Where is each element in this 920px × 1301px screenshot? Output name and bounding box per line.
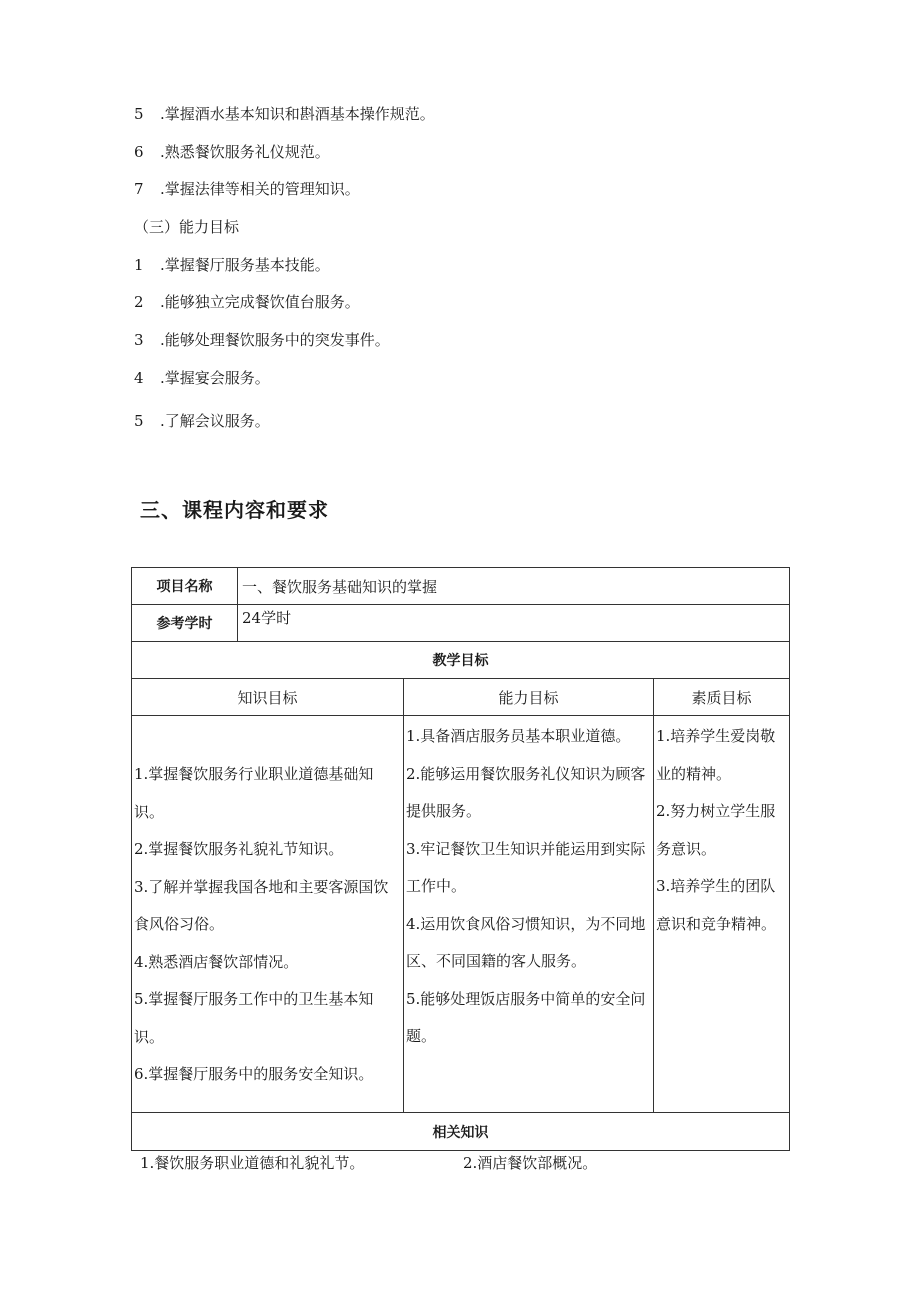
related-item: 2.酒店餐饮部概况。 (463, 1154, 598, 1172)
table-row (132, 679, 790, 716)
item-text: .熟悉餐饮服务礼仪规范。 (160, 143, 330, 161)
ability-item (134, 411, 270, 431)
list-item: 5.能够处理饭店服务中简单的安全问题。 (406, 989, 646, 1045)
item-number: 6 (134, 143, 144, 161)
item-number: 4 (134, 369, 144, 387)
item-number: 2 (134, 293, 144, 311)
list-item: 3.培养学生的团队意识和竞争精神。 (656, 877, 777, 933)
table-row (132, 605, 790, 642)
list-item: 2.能够运用餐饮服务礼仪知识为顾客提供服务。 (406, 764, 646, 820)
item-text: .了解会议服务。 (160, 412, 270, 430)
ability-item (134, 292, 360, 312)
list-item: 5.掌握餐厅服务工作中的卫生基本知识。 (134, 990, 374, 1046)
hours-label: 参考学时 (132, 605, 238, 642)
item-text: .能够独立完成餐饮值台服务。 (160, 293, 360, 311)
ability-goals-header: 能力目标 (404, 679, 654, 716)
related-knowledge-header: 相关知识 (132, 1113, 790, 1151)
ability-goals-cell (404, 716, 654, 1113)
list-item: 1.培养学生爱岗敬业的精神。 (656, 727, 776, 783)
item-text: .掌握餐厅服务基本技能。 (160, 256, 330, 274)
item-number: 5 (134, 105, 144, 123)
section-title: 三、课程内容和要求 (140, 498, 329, 522)
list-item: 2.掌握餐饮服务礼貌礼节知识。 (134, 840, 344, 858)
item-number: 7 (134, 180, 144, 198)
knowledge-item (134, 142, 330, 162)
item-text: .能够处理餐饮服务中的突发事件。 (160, 331, 390, 349)
table-row (132, 716, 790, 1113)
table-row (132, 642, 790, 679)
list-item: 3.了解并掌握我国各地和主要客源国饮食风俗习俗。 (134, 877, 389, 933)
list-item: 4.熟悉酒店餐饮部情况。 (134, 952, 299, 971)
list-item: 4.运用饮食风俗习惯知识，为不同地区、不同国籍的客人服务。 (406, 914, 646, 970)
list-item: 1.掌握餐饮服务行业职业道德基础知识。 (134, 765, 374, 821)
hours-value: 24学时 (238, 605, 790, 642)
item-text: .掌握酒水基本知识和斟酒基本操作规范。 (160, 105, 435, 123)
teaching-goals-header: 教学目标 (132, 642, 790, 679)
knowledge-goals-header: 知识目标 (132, 679, 404, 716)
ability-item (134, 368, 270, 388)
course-table (131, 567, 790, 1151)
list-item: 1.具备酒店服务员基本职业道德。 (406, 727, 631, 745)
ability-heading: （三）能力目标 (134, 218, 240, 236)
knowledge-item (134, 179, 360, 199)
item-text: .掌握法律等相关的管理知识。 (160, 180, 360, 198)
knowledge-item (134, 104, 435, 124)
list-item: 3.牢记餐饮卫生知识并能运用到实际工作中。 (406, 839, 646, 895)
item-number: 1 (134, 256, 144, 274)
list-item: 2.努力树立学生服务意识。 (656, 802, 776, 858)
ability-item (134, 255, 330, 275)
list-item: 6.掌握餐厅服务中的服务安全知识。 (134, 1065, 374, 1083)
item-number: 5 (134, 412, 144, 430)
ability-item (134, 330, 390, 350)
item-number: 3 (134, 331, 144, 349)
project-name-value: 一、餐饮服务基础知识的掌握 (238, 568, 790, 605)
quality-goals-header: 素质目标 (654, 679, 790, 716)
item-text: .掌握宴会服务。 (160, 369, 270, 387)
table-row (132, 568, 790, 605)
quality-goals-cell (654, 716, 790, 1113)
related-item: 1.餐饮服务职业道德和礼貌礼节。 (140, 1154, 365, 1172)
project-name-label: 项目名称 (132, 568, 238, 605)
knowledge-goals-cell (132, 716, 404, 1113)
table-row (132, 1113, 790, 1151)
